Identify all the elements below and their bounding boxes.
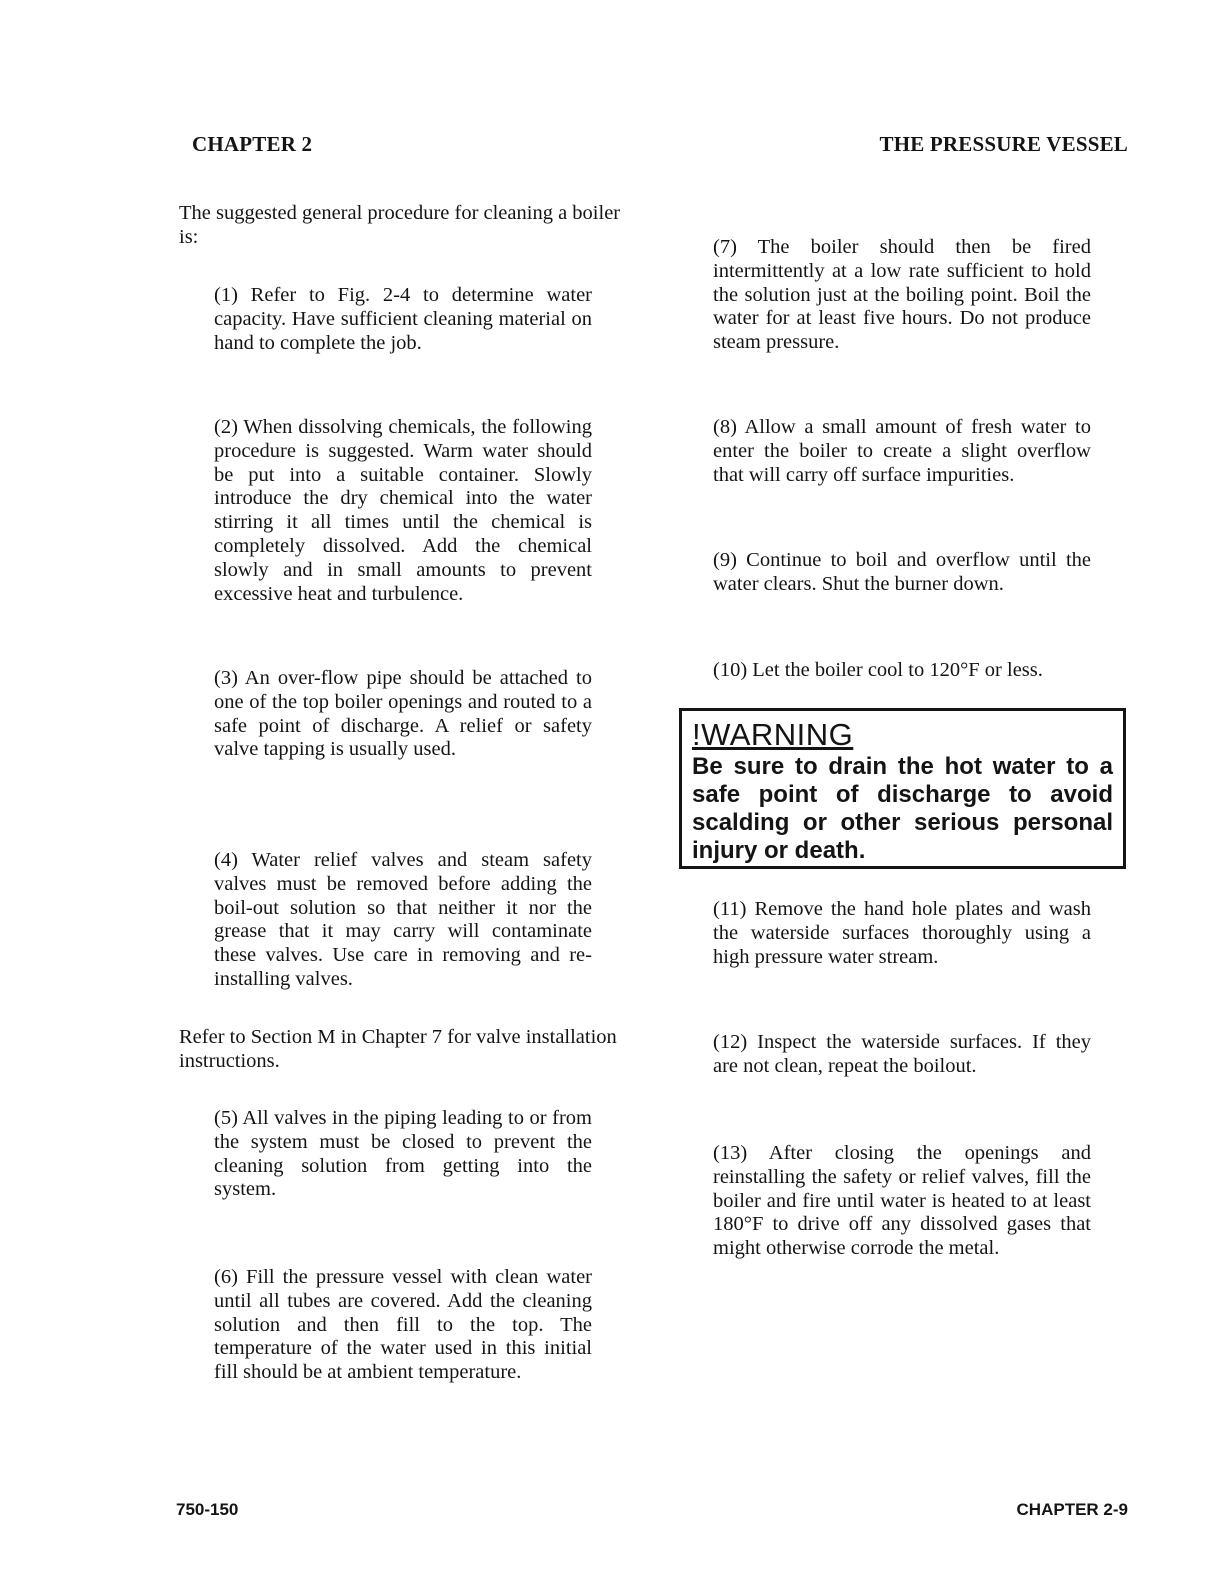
step-4: (4) Water relief valves and steam safety valves must be removed before adding the boil-out solution so that neither it nor the grease that it may carry will contaminate these valves. Use care in removing and re-installing valves. [214,849,592,990]
step-2: (2) When dissolving chemicals, the following procedure is suggested. Warm water should be put into a suitable container. Slowly introduce the dry chemical into the water stirring it all times until the chemical is completely dissolved. Add the chemical slowly and in small amounts to prevent excessive heat and turbulence. [214,416,592,605]
chapter-label: CHAPTER 2 [192,132,313,156]
step-1: (1) Refer to Fig. 2-4 to determine water capacity. Have sufficient cleaning material on hand to complete the job. [214,284,592,354]
step-11: (11) Remove the hand hole plates and wash the waterside surfaces thoroughly using a high pressure water stream. [713,898,1091,968]
warning-text: Be sure to drain the hot water to a safe point of discharge to avoid scalding or other serious personal injury or death. [692,753,1113,864]
step-5: (5) All valves in the piping leading to or from the system must be closed to prevent the cleaning solution from getting into the system. [214,1107,592,1201]
step-6: (6) Fill the pressure vessel with clean water until all tubes are covered. Add the cleaning solution and then fill to the top. The temperature of the water used in this initial fill should be at ambient temperature. [214,1266,592,1384]
step-7: (7) The boiler should then be fired intermittently at a low rate sufficient to hold the solution just at the boiling point. Boil the water for at least five hours. Do not produce steam pressure. [713,236,1091,354]
step-10: (10) Let the boiler cool to 120°F or less. [713,659,1043,681]
warning-title: !WARNING [692,717,854,752]
section-title: THE PRESSURE VESSEL [879,132,1128,156]
step-8: (8) Allow a small amount of fresh water to enter the boiler to create a slight overflow that will carry off surface impurities. [713,416,1091,486]
step-12: (12) Inspect the waterside surfaces. If they are not clean, repeat the boilout. [713,1031,1091,1077]
page-number: CHAPTER 2-9 [1016,1500,1128,1519]
warning-box [679,708,1126,869]
document-number: 750-150 [176,1500,239,1519]
step-13: (13) After closing the openings and reinstalling the safety or relief valves, fill the boiler and fire until water is heated to at least 180°F to drive off any dissolved gases that might otherwise corrode the metal. [713,1142,1091,1260]
intro-paragraph: The suggested general procedure for cleaning a boiler is: [179,202,621,248]
step-3: (3) An over-flow pipe should be attached to one of the top boiler openings and routed to a safe point of discharge. A relief or safety valve tapping is usually used. [214,667,592,761]
step-9: (9) Continue to boil and overflow until the water clears. Shut the burner down. [713,549,1091,595]
refer-note: Refer to Section M in Chapter 7 for valve installation instructions. [179,1026,617,1072]
